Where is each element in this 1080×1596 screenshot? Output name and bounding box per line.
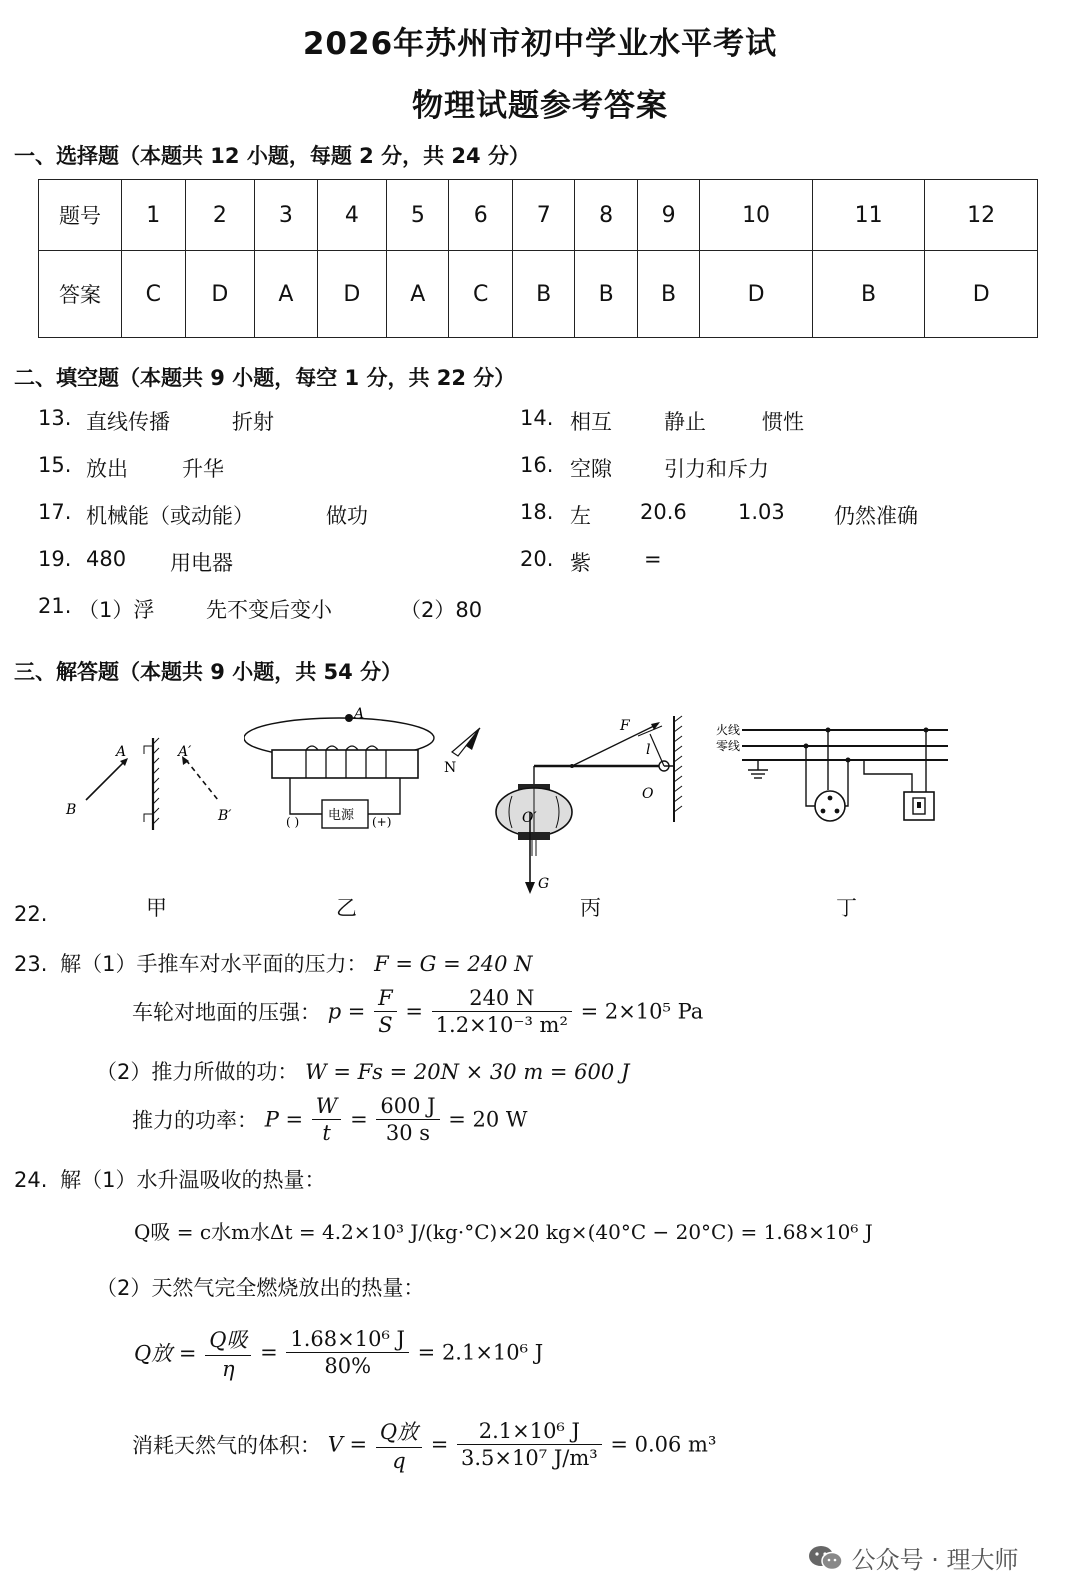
diagram-jia bbox=[58, 730, 238, 840]
table-cell: 7 bbox=[513, 180, 575, 251]
answer-text: 左 bbox=[570, 504, 591, 528]
fraction bbox=[457, 1419, 602, 1470]
label-a-prime: A′ bbox=[178, 744, 192, 760]
label-power: 电源 bbox=[328, 808, 355, 823]
table-cell: C bbox=[449, 251, 513, 338]
denominator: η bbox=[222, 1357, 235, 1381]
answer-text: 相互 bbox=[570, 410, 612, 434]
answer-text: （2）80 bbox=[400, 598, 483, 622]
label-g: G bbox=[538, 876, 550, 892]
label-f: F bbox=[620, 718, 630, 734]
section2-heading: 二、填空题（本题共 9 小题，每空 1 分，共 22 分） bbox=[14, 366, 516, 390]
q23-line2: 车轮对地面的压强： p = $\frac{F}{S}$ = $\frac{240 N}{\text{1.2×10⁻³ m²}}$ = 2×10⁵ Pa bbox=[132, 986, 704, 1037]
table-row bbox=[39, 251, 1038, 338]
answer-text: 空隙 bbox=[570, 457, 612, 481]
answer-text: = bbox=[644, 547, 662, 571]
table-row bbox=[39, 180, 1038, 251]
table-cell: C bbox=[122, 251, 186, 338]
q24-line3 bbox=[96, 1272, 424, 1302]
label-positive: (+) bbox=[372, 815, 392, 829]
question-number: 14. bbox=[520, 406, 554, 430]
caption-jia: 甲 bbox=[146, 896, 167, 920]
denominator: 1.2×10⁻³ m² bbox=[435, 1013, 568, 1037]
answer-text: 20.6 bbox=[640, 500, 687, 524]
question-number: 20. bbox=[520, 547, 554, 571]
diagram-ding bbox=[716, 716, 960, 840]
solution-text: （2）推力所做的功： bbox=[96, 1060, 299, 1084]
table-cell: 4 bbox=[317, 180, 387, 251]
doc-subtitle: 物理试题参考答案 bbox=[412, 88, 668, 124]
answer-text: 机械能（或动能） bbox=[86, 504, 254, 528]
q24-line5: 消耗天然气的体积： V = $\frac{\text{Q放}}{q}$ = $\frac{\text{2.1×10⁶ J}}{\text{3.5×10⁷ J/m³}}$ = 0.06 m³ bbox=[132, 1416, 716, 1473]
section3-heading: 三、解答题（本题共 9 小题，共 54 分） bbox=[14, 660, 403, 684]
table-cell: D bbox=[925, 251, 1038, 338]
doc-title: 2026年苏州市初中学业水平考试 bbox=[302, 26, 778, 62]
q23-line3 bbox=[96, 1056, 629, 1086]
compass-needle-icon bbox=[452, 728, 480, 756]
equation: F = G = 240 N bbox=[374, 952, 533, 976]
table-cell: 1 bbox=[122, 180, 186, 251]
equation: Q放 = bbox=[134, 1341, 197, 1366]
question-number: 16. bbox=[520, 453, 554, 477]
question-number: 24. bbox=[14, 1168, 48, 1192]
table-cell: D bbox=[317, 251, 387, 338]
answer-text: 静止 bbox=[664, 410, 706, 434]
question-number: 23. bbox=[14, 952, 48, 976]
table-cell: D bbox=[185, 251, 255, 338]
table-cell: B bbox=[812, 251, 925, 338]
denominator: q bbox=[392, 1449, 406, 1473]
diagram-yi bbox=[244, 706, 494, 846]
watermark-text: 公众号 · 理大师 bbox=[851, 1546, 1019, 1574]
label-b-prime: B′ bbox=[218, 808, 232, 824]
fraction bbox=[374, 986, 397, 1037]
table-cell: 2 bbox=[185, 180, 255, 251]
answer-text: 先不变后变小 bbox=[206, 598, 332, 622]
fraction bbox=[205, 1324, 251, 1381]
numerator: W bbox=[312, 1094, 342, 1120]
numerator: Q吸 bbox=[205, 1324, 251, 1356]
label-o-prime: O′ bbox=[522, 810, 537, 826]
equation: V = bbox=[327, 1432, 368, 1457]
answer-text: 直线传播 bbox=[86, 410, 170, 434]
question-number: 22. bbox=[14, 902, 48, 926]
equation: = 2.1×10⁶ J bbox=[417, 1340, 544, 1365]
label-a: A bbox=[116, 744, 127, 760]
table-cell: 9 bbox=[637, 180, 699, 251]
fraction bbox=[376, 1094, 439, 1145]
table-cell: B bbox=[513, 251, 575, 338]
table-cell: 5 bbox=[387, 180, 449, 251]
diagram-bing bbox=[492, 712, 692, 900]
table-cell: 题号 bbox=[39, 180, 122, 251]
caption-yi: 乙 bbox=[336, 896, 357, 920]
answer-text: 折射 bbox=[232, 410, 274, 434]
question-number: 15. bbox=[38, 453, 72, 477]
numerator: 600 J bbox=[376, 1094, 439, 1120]
table-cell: 8 bbox=[575, 180, 637, 251]
q23-line1 bbox=[14, 948, 533, 978]
table-cell: A bbox=[255, 251, 317, 338]
answer-text: 惯性 bbox=[762, 410, 804, 434]
watermark bbox=[808, 1540, 1019, 1575]
equation: = 2×10⁵ Pa bbox=[580, 999, 704, 1024]
caption-bing: 丙 bbox=[580, 896, 601, 920]
question-number: 13. bbox=[38, 406, 72, 430]
numerator: 240 N bbox=[432, 986, 572, 1012]
label-b: B bbox=[66, 802, 77, 818]
fraction bbox=[286, 1327, 409, 1378]
answer-text: 放出 bbox=[86, 457, 128, 481]
equation: p = bbox=[327, 999, 366, 1024]
label-neutral-wire: 零线 bbox=[716, 739, 741, 753]
equation: P = bbox=[264, 1107, 304, 1132]
table-cell: A bbox=[387, 251, 449, 338]
denominator: 3.5×10⁷ J/m³ bbox=[461, 1446, 598, 1470]
solution-text: 解（1）水升温吸收的热量： bbox=[60, 1168, 326, 1192]
answer-text: 升华 bbox=[182, 457, 224, 481]
label-n: N bbox=[444, 760, 457, 776]
answer-text: 引力和斥力 bbox=[664, 457, 769, 481]
question-number: 19. bbox=[38, 547, 72, 571]
label-live-wire: 火线 bbox=[716, 723, 741, 737]
fraction bbox=[312, 1094, 342, 1145]
wechat-icon bbox=[808, 1544, 844, 1572]
equation: Q吸 = c水m水Δt = 4.2×10³ J/(kg·°C)×20 kg×(40°C − 20°C) = 1.68×10⁶ J bbox=[134, 1220, 873, 1244]
denominator: t bbox=[322, 1121, 331, 1145]
denominator: 80% bbox=[324, 1354, 372, 1378]
answer-text: 1.03 bbox=[738, 500, 785, 524]
table-cell: 3 bbox=[255, 180, 317, 251]
answer-text: 做功 bbox=[326, 504, 368, 528]
caption-ding: 丁 bbox=[836, 896, 857, 920]
denominator: 30 s bbox=[385, 1121, 431, 1145]
equation: = 20 W bbox=[448, 1107, 528, 1132]
section1-heading: 一、选择题（本题共 12 小题，每题 2 分，共 24 分） bbox=[14, 144, 530, 168]
q23-line4: 推力的功率： P = $\frac{W}{t}$ = $\frac{600 J}{30 s}$ = 20 W bbox=[132, 1094, 528, 1145]
numerator: F bbox=[374, 986, 397, 1012]
table-cell: 11 bbox=[812, 180, 925, 251]
label-a: A bbox=[354, 706, 365, 722]
numerator: 2.1×10⁶ J bbox=[457, 1419, 602, 1445]
solution-text: 解（1）手推车对水平面的压力： bbox=[60, 952, 368, 976]
question-number: 21. bbox=[38, 594, 72, 618]
denominator: S bbox=[378, 1013, 393, 1037]
solution-text: 车轮对地面的压强： bbox=[132, 1000, 321, 1025]
socket-icon bbox=[815, 791, 845, 821]
answer-table bbox=[38, 179, 1038, 338]
solution-text: （2）天然气完全燃烧放出的热量： bbox=[96, 1276, 425, 1300]
table-cell: D bbox=[700, 251, 813, 338]
solution-text: 推力的功率： bbox=[132, 1108, 258, 1133]
table-cell: B bbox=[575, 251, 637, 338]
q24-line2 bbox=[134, 1216, 873, 1245]
label-l: l bbox=[646, 742, 651, 758]
question-number: 18. bbox=[520, 500, 554, 524]
q24-line4: Q放 = $\frac{\text{Q吸}}{\eta}$ = $\frac{\text{1.68×10⁶ J}}{80\%}$ = 2.1×10⁶ J bbox=[134, 1324, 543, 1381]
equation: = 0.06 m³ bbox=[610, 1432, 717, 1457]
fraction bbox=[376, 1416, 422, 1473]
answer-text: 仍然准确 bbox=[834, 504, 918, 528]
table-cell: 12 bbox=[925, 180, 1038, 251]
answer-text: 用电器 bbox=[170, 551, 233, 575]
numerator: Q放 bbox=[376, 1416, 422, 1448]
answer-text: 480 bbox=[86, 547, 127, 571]
answer-text: 紫 bbox=[570, 551, 591, 575]
answer-text: （1）浮 bbox=[78, 598, 155, 622]
fraction bbox=[432, 986, 572, 1037]
question-number: 17. bbox=[38, 500, 72, 524]
label-negative: ( ) bbox=[286, 815, 300, 829]
equation: W = Fs = 20N × 30 m = 600 J bbox=[305, 1060, 630, 1084]
q24-line1 bbox=[14, 1164, 325, 1194]
table-cell: B bbox=[637, 251, 699, 338]
table-cell: 6 bbox=[449, 180, 513, 251]
label-o: O bbox=[642, 786, 654, 802]
table-cell: 10 bbox=[700, 180, 813, 251]
solution-text: 消耗天然气的体积： bbox=[132, 1433, 321, 1458]
table-cell: 答案 bbox=[39, 251, 122, 338]
numerator: 1.68×10⁶ J bbox=[286, 1327, 409, 1353]
